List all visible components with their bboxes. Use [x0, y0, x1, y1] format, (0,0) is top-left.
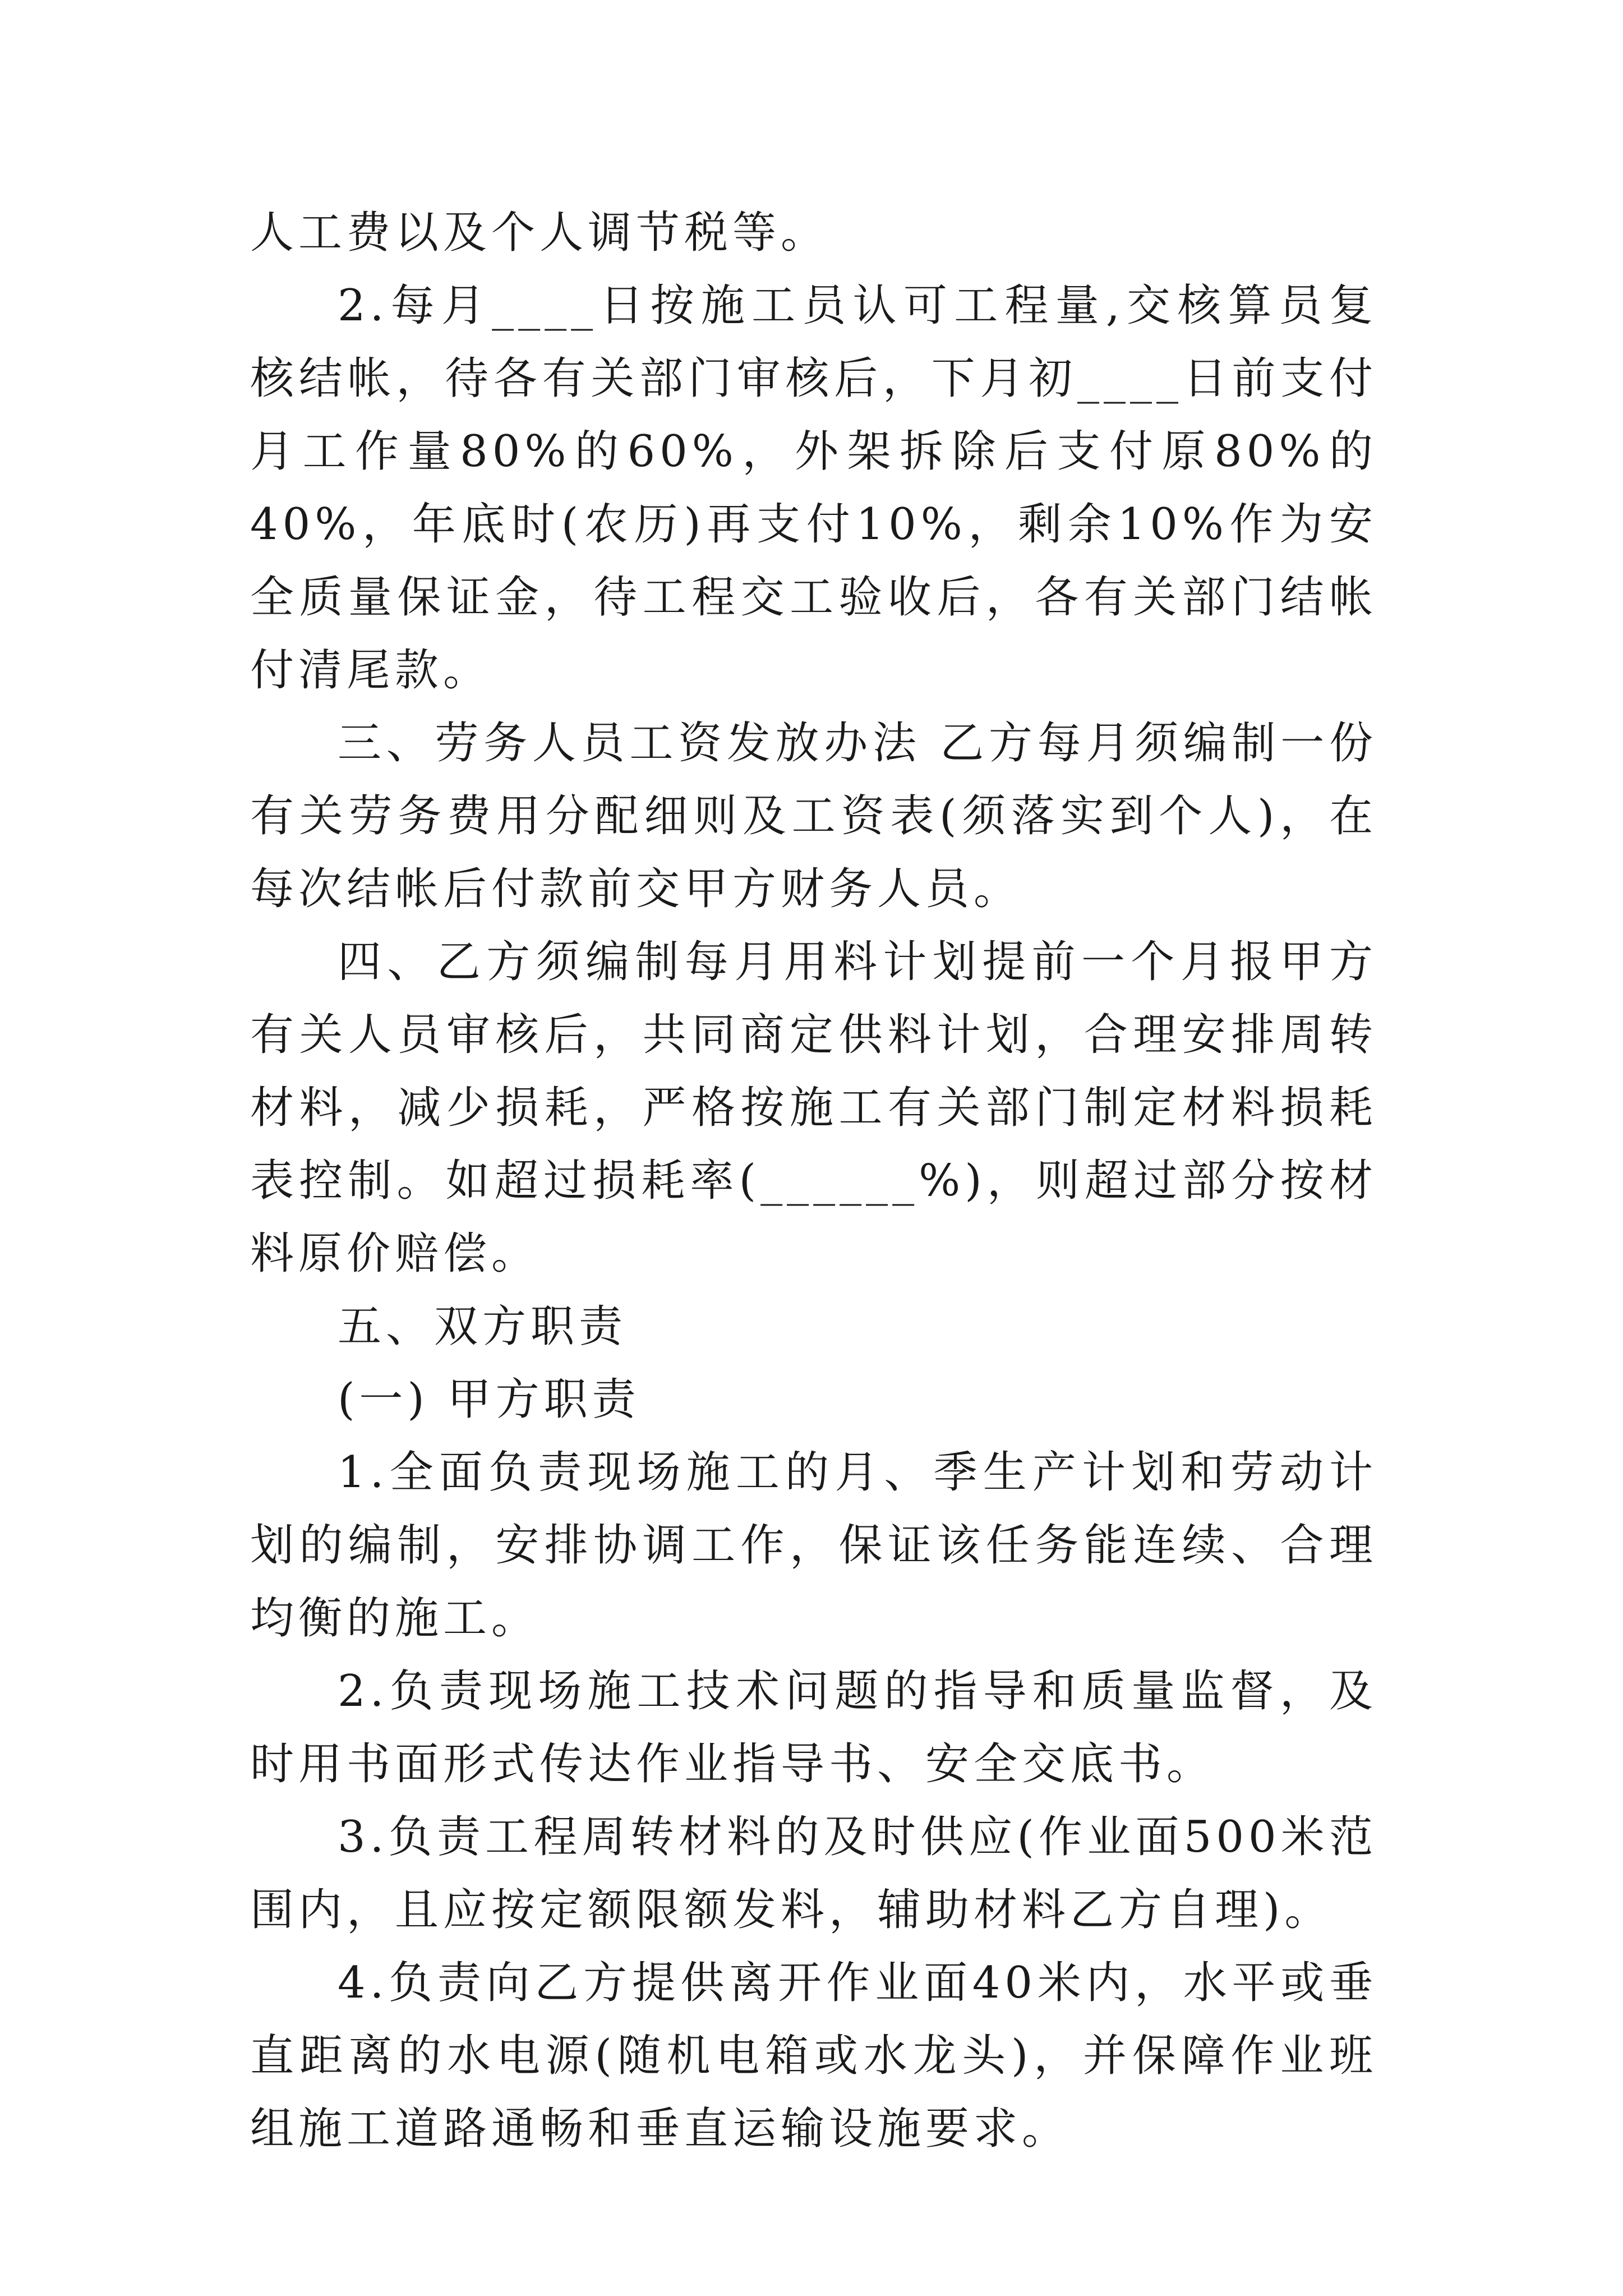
paragraph-payment-schedule: 2.每月____日按施工员认可工程量,交核算员复核结帐，待各有关部门审核后，下月初____日前支付月工作量80%的60%，外架拆除后支付原80%的40%，年底时(农历)再支付10%，剩余10%作为安全质量保证金，待工程交工验收后，各有关部门结帐付清尾款。: [250, 280, 1377, 696]
paragraph-section-three-wages: 三、劳务人员工资发放办法 乙方每月须编制一份有关劳务费用分配细则及工资表(须落实到个人)，在每次结帐后付款前交甲方财务人员。: [250, 718, 1377, 914]
heading-party-a-duties: (一) 甲方职责: [338, 1374, 640, 1425]
paragraph-section-four-materials: 四、乙方须编制每月用料计划提前一个月报甲方有关人员审核后，共同商定供料计划，合理安排周转材料，减少损耗，严格按施工有关部门制定材料损耗表控制。如超过损耗率(______%)，则超过部分按材料原价赔偿。: [250, 937, 1377, 1279]
paragraph-duty-3: 3.负责工程周转材料的及时供应(作业面500米范围内，且应按定额限额发料，辅助材料乙方自理)。: [250, 1812, 1377, 1935]
paragraph-duty-4: 4.负责向乙方提供离开作业面40米内，水平或垂直距离的水电源(随机电箱或水龙头)，并保障作业班组施工道路通畅和垂直运输设施要求。: [250, 1958, 1377, 2154]
paragraph-continuation: 人工费以及个人调节税等。: [250, 208, 829, 258]
document-body: [250, 196, 1377, 2165]
paragraph-duty-2: 2.负责现场施工技术问题的指导和质量监督，及时用书面形式传达作业指导书、安全交底书。: [250, 1666, 1377, 1789]
heading-section-five-duties: 五、双方职责: [338, 1301, 628, 1352]
paragraph-duty-1: 1.全面负责现场施工的月、季生产计划和劳动计划的编制，安排协调工作，保证该任务能连续、合理均衡的施工。: [250, 1447, 1377, 1644]
